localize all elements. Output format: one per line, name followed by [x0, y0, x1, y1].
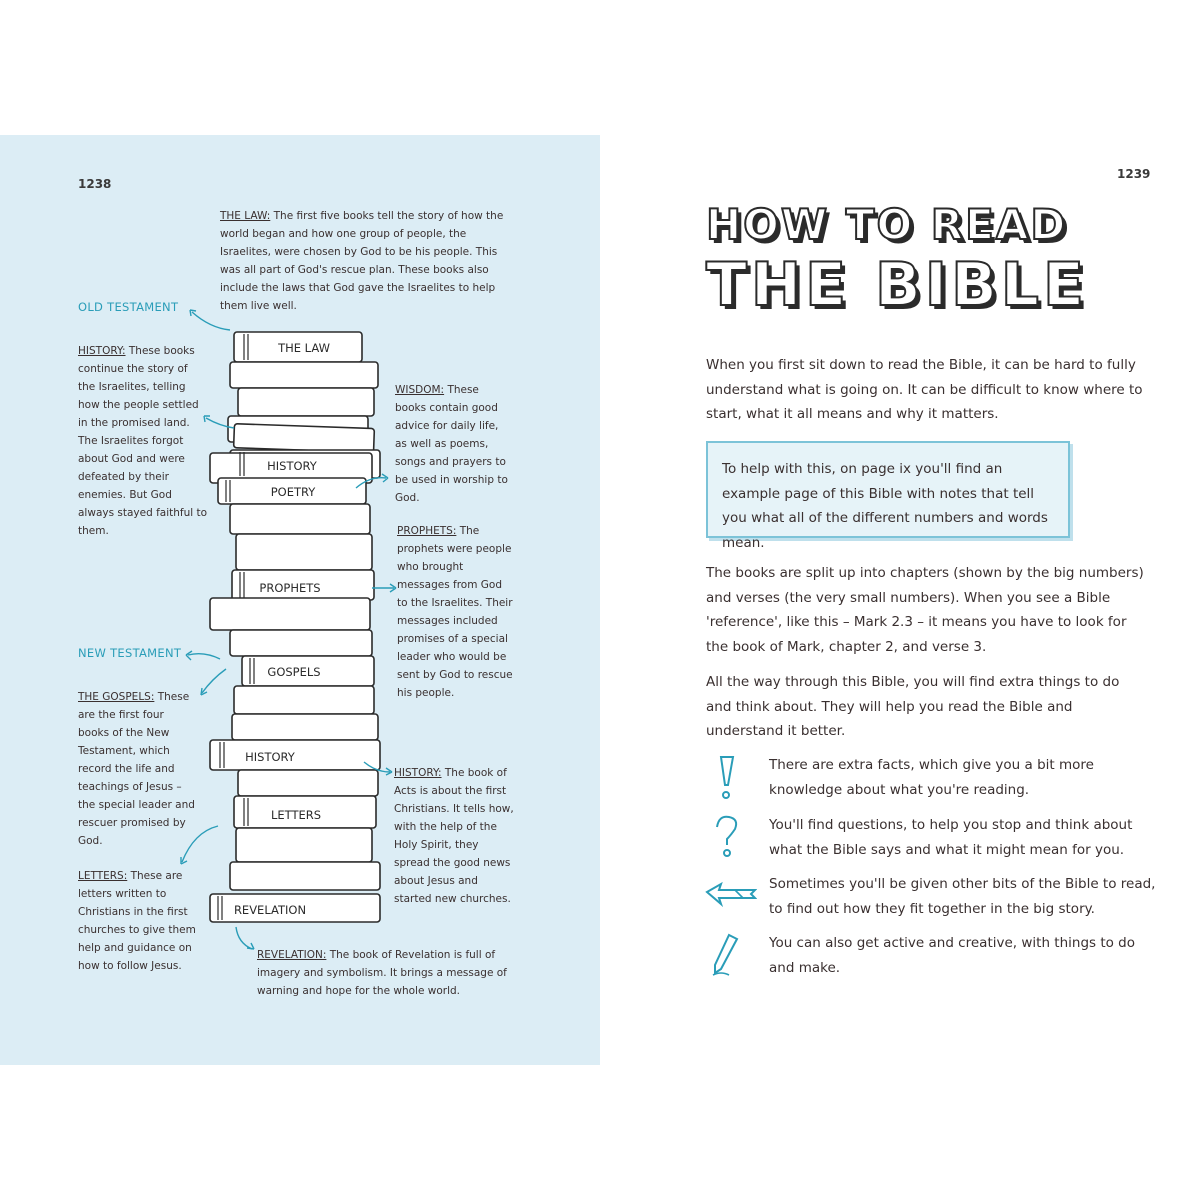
book [210, 598, 370, 630]
label-old-testament: OLD TESTAMENT [78, 300, 179, 314]
extras-paragraph: All the way through this Bible, you will find extra things to do and think about. They will help you read the Bible and understand it better. [706, 674, 1120, 739]
note-heading: THE GOSPELS: [78, 691, 155, 703]
arrow-icon [230, 925, 260, 955]
note-prophets [397, 522, 515, 702]
page-number-right: 1239 [1117, 167, 1151, 181]
book [234, 686, 374, 714]
book [236, 534, 372, 570]
question-icon [705, 813, 757, 863]
exclamation-icon [705, 753, 757, 803]
note-body: The first five books tell the story of how the world began and how one group of people, the Israelites, were chosen by God to be his people. This was all part of God's rescue plan. These books also include the laws that God gave the Israelites to help them live well. [220, 210, 504, 312]
spine-revelation: REVELATION [233, 903, 307, 917]
feature-text: You'll find questions, to help you stop and think about what the Bible says and what it might mean for you. [769, 817, 1133, 858]
arrow-icon [196, 665, 232, 699]
arrow-icon [370, 578, 400, 598]
book [232, 714, 378, 740]
feature-text: You can also get active and creative, with things to do and make. [769, 935, 1136, 976]
intro-paragraph: When you first sit down to read the Bible, it can be hard to fully understand what is going on. It can be difficult to know where to start, what it all means and why it matters. [706, 357, 1143, 422]
book [236, 828, 372, 862]
arrow-icon [174, 822, 224, 868]
book [230, 862, 380, 890]
spine-poetry: POETRY [270, 485, 316, 499]
book [230, 630, 372, 656]
note-body: The book of Acts is about the first Christians. It tells how, with the help of the Holy Spirit, they spread the good news about Jesus and started new churches. [394, 767, 514, 905]
note-body: These books contain good advice for daily life, as well as poems, songs and prayers to be used in worship to God. [395, 384, 508, 504]
note-history [78, 342, 208, 540]
note-heading: WISDOM: [395, 384, 445, 396]
spine-letters: LETTERS [270, 808, 322, 822]
pencil-icon [705, 931, 757, 981]
book [238, 388, 374, 416]
feature-text: There are extra facts, which give you a bit more knowledge about what you're reading. [769, 757, 1094, 798]
note-body: The book of Revelation is full of imagery and symbolism. It brings a message of warning and hope for the whole world. [257, 949, 507, 997]
note-body: These are letters written to Christians in the first churches to give them help and guidance on how to follow Jesus. [78, 870, 196, 972]
callout-text: To help with this, on page ix you'll find an example page of this Bible with notes that tell you what all of the different numbers and words mean. [722, 461, 1048, 551]
note-letters [78, 867, 196, 975]
note-revelation [257, 946, 507, 1000]
spine-gospels: GOSPELS [267, 665, 321, 679]
arrow-icon [200, 410, 240, 434]
note-history-acts [394, 764, 516, 908]
note-heading: HISTORY: [78, 345, 126, 357]
spine-history: HISTORY [267, 459, 317, 473]
arrow-icon [705, 872, 757, 922]
note-heading: THE LAW: [220, 210, 271, 222]
note-wisdom [395, 381, 510, 507]
feature-text: Sometimes you'll be given other bits of the Bible to read, to find out how they fit together in the big story. [769, 876, 1156, 917]
book [234, 424, 375, 453]
note-heading: LETTERS: [78, 870, 128, 882]
arrow-icon [360, 758, 394, 780]
page-number-left: 1238 [78, 177, 112, 191]
arrow-icon [180, 300, 240, 340]
note-body: These are the first four books of the New Testament, which record the life and teachings of Jesus – the special leader and rescuer promised by God. [78, 691, 195, 847]
page-title-line1: HOW TO READ [706, 200, 1068, 249]
arrow-icon [352, 470, 392, 494]
book [230, 362, 378, 388]
page-title-line2: THE BIBLE [706, 250, 1089, 320]
chapters-paragraph: The books are split up into chapters (shown by the big numbers) and verses (the very small numbers). When you see a Bible 'reference', like this – Mark 2.3 – it means you have to look for the book of Mark, chapter 2, and verse 3. [706, 565, 1144, 655]
callout-box [706, 441, 1070, 551]
note-the-law [220, 207, 510, 315]
book [230, 504, 370, 534]
note-body: The prophets were people who brought messages from God to the Israelites. Their messages included promises of a special leader who would be sent by God to rescue his people. [397, 525, 513, 699]
book-history-acts [210, 740, 380, 770]
note-heading: PROPHETS: [397, 525, 457, 537]
note-body: These books continue the story of the Israelites, telling how the people settled in the promised land. The Israelites forgot about God and were defeated by their enemies. But God always stayed faithful to them. [78, 345, 208, 537]
book [238, 770, 378, 796]
spine-the-law: THE LAW [278, 341, 330, 355]
spine-prophets: PROPHETS [259, 581, 321, 595]
note-heading: REVELATION: [257, 949, 327, 961]
note-heading: HISTORY: [394, 767, 442, 779]
label-new-testament: NEW TESTAMENT [78, 646, 182, 660]
spine-history-acts: HISTORY [245, 750, 295, 764]
